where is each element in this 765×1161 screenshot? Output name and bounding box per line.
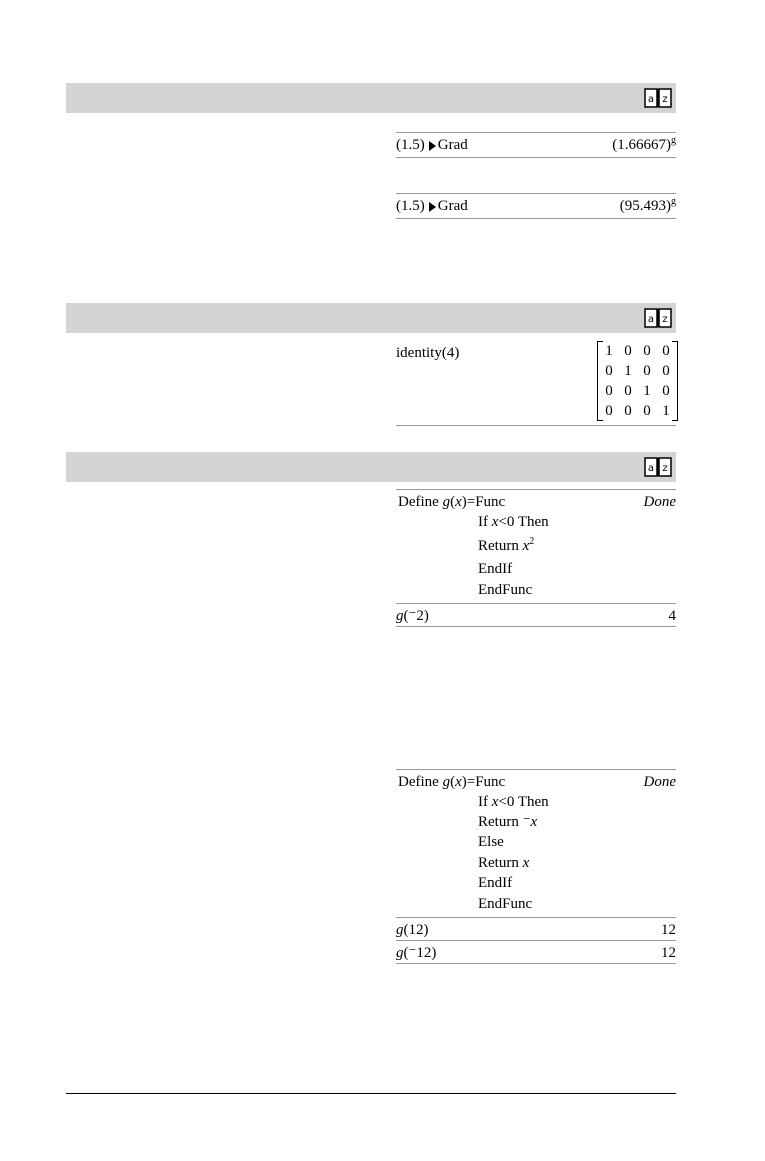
catalog-book-icon	[644, 456, 672, 478]
result-value: 12	[661, 945, 676, 961]
define-line: Define g(x)=Func	[398, 774, 506, 790]
divider	[396, 425, 676, 426]
divider	[396, 218, 676, 219]
divider	[396, 157, 676, 158]
result-unit: g	[671, 196, 676, 207]
section-header-bar	[66, 83, 676, 113]
svg-text:z: z	[662, 94, 668, 105]
svg-text:z: z	[662, 314, 668, 325]
divider	[396, 917, 676, 918]
catalog-book-icon	[644, 307, 672, 329]
result-unit: g	[671, 135, 676, 146]
divider	[396, 769, 676, 770]
input-arg: (1.5)	[396, 198, 425, 214]
code-line: EndFunc	[478, 582, 533, 598]
result-value: (1.66667)	[612, 137, 671, 153]
code-line: Return $x^2$	[478, 536, 535, 554]
code-line: If x<0 Then	[478, 514, 549, 530]
code-line: Return x	[478, 855, 530, 871]
divider	[396, 626, 676, 627]
divider	[396, 603, 676, 604]
section-header-bar	[66, 303, 676, 333]
svg-text:a: a	[647, 94, 655, 105]
convert-arrow-icon	[429, 141, 436, 151]
input-cmd: Grad	[437, 137, 468, 153]
code-line: If x<0 Then	[478, 794, 549, 810]
input-arg: (1.5)	[396, 137, 425, 153]
result-value: Done	[643, 494, 676, 510]
define-line: Define g(x)=Func	[398, 494, 506, 510]
identity-matrix: 1 0 0 0 0 1 0 0 0 0 1 0 0 0 0 1	[597, 341, 678, 421]
identity-input: identity(4)	[396, 345, 460, 361]
footer-rule	[66, 1093, 676, 1094]
divider	[396, 940, 676, 941]
svg-text:a: a	[647, 314, 655, 325]
svg-text:z: z	[662, 463, 668, 474]
convert-arrow-icon	[429, 202, 436, 212]
result-value: 12	[661, 922, 676, 938]
result-value: (95.493)	[619, 198, 671, 214]
code-line: Return ⁻x	[478, 814, 538, 830]
code-line: EndIf	[478, 875, 513, 891]
code-line: Else	[478, 834, 504, 850]
divider	[396, 489, 676, 490]
svg-text:a: a	[647, 463, 655, 474]
section-header-bar	[66, 452, 676, 482]
catalog-book-icon	[644, 87, 672, 109]
code-line: EndIf	[478, 561, 513, 577]
result-value: 4	[668, 608, 676, 624]
divider	[396, 132, 676, 133]
result-value: Done	[643, 774, 676, 790]
code-line: EndFunc	[478, 896, 533, 912]
input-cmd: Grad	[437, 198, 468, 214]
divider	[396, 963, 676, 964]
divider	[396, 193, 676, 194]
